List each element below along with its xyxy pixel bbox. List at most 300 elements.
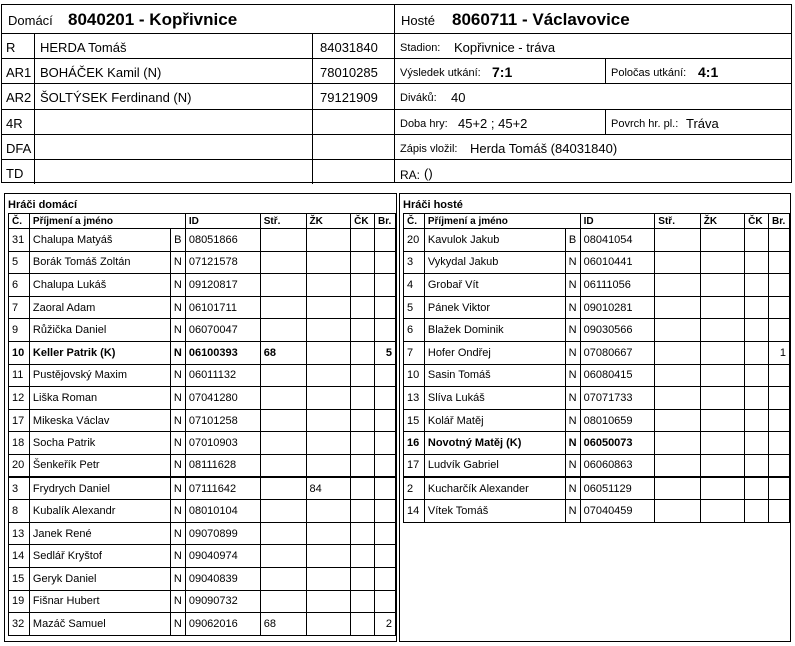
col-red-header: ČK [351, 214, 375, 229]
player-number: 32 [9, 613, 30, 636]
spectators-label: Diváků: [400, 92, 437, 104]
yellow-card-minute [700, 500, 744, 523]
home-team-row [2, 5, 394, 34]
goals-count [374, 251, 395, 274]
player-id: 08010104 [185, 500, 260, 523]
away-team-name: 8060711 - Václavovice [452, 10, 630, 29]
yellow-card-minute [700, 454, 744, 477]
red-card-minute [351, 387, 375, 410]
goals-count [374, 590, 395, 613]
yellow-card-minute [306, 454, 351, 477]
goals-count [768, 432, 789, 455]
player-type: N [170, 387, 185, 410]
table-row [404, 364, 790, 387]
player-name: Fišnar Hubert [29, 590, 170, 613]
surface-value: Tráva [686, 116, 719, 131]
official-row [2, 59, 394, 84]
red-card-minute [745, 432, 769, 455]
substitution-minute [655, 387, 701, 410]
result-row [395, 59, 791, 84]
player-number: 2 [404, 477, 425, 500]
player-type: N [565, 251, 580, 274]
official-row [2, 135, 394, 160]
player-number: 6 [9, 274, 30, 297]
player-number: 13 [9, 522, 30, 545]
red-card-minute [351, 432, 375, 455]
substitution-minute [655, 454, 701, 477]
table-row [9, 364, 396, 387]
player-id: 06111056 [580, 274, 655, 297]
player-number: 6 [404, 319, 425, 342]
player-type: N [565, 387, 580, 410]
goals-count [374, 229, 395, 252]
table-row [404, 274, 790, 297]
goals-count [768, 477, 789, 500]
goals-count [374, 432, 395, 455]
player-number: 10 [9, 341, 30, 364]
table-row [9, 567, 396, 590]
official-role: DFA [2, 135, 35, 159]
table-row [9, 409, 396, 432]
player-id: 08111628 [185, 454, 260, 477]
player-name: Frydrych Daniel [29, 477, 170, 500]
official-id: 79121909 [320, 90, 378, 105]
red-card-minute [745, 364, 769, 387]
substitution-minute [260, 274, 306, 297]
substitution-minute [655, 341, 701, 364]
goals-count [374, 500, 395, 523]
entered-by-label: Zápis vložil: [400, 143, 458, 155]
substitution-minute [260, 432, 306, 455]
substitution-minute [655, 477, 701, 500]
red-card-minute [351, 477, 375, 500]
yellow-card-minute [306, 229, 351, 252]
goals-count [768, 296, 789, 319]
yellow-card-minute [306, 590, 351, 613]
player-number: 5 [404, 296, 425, 319]
yellow-card-minute [306, 319, 351, 342]
player-type: N [170, 251, 185, 274]
red-card-minute [351, 409, 375, 432]
player-number: 8 [9, 500, 30, 523]
official-name [35, 135, 313, 159]
away-players-table [403, 213, 790, 523]
substitution-minute [260, 545, 306, 568]
player-number: 11 [9, 364, 30, 387]
substitution-minute [260, 387, 306, 410]
yellow-card-minute: 84 [306, 477, 351, 500]
goals-count [768, 387, 789, 410]
yellow-card-minute [306, 251, 351, 274]
player-type: N [170, 454, 185, 477]
yellow-card-minute [700, 229, 744, 252]
player-name: Borák Tomáš Zoltán [29, 251, 170, 274]
player-number: 14 [404, 500, 425, 523]
table-row [9, 545, 396, 568]
table-header-row [404, 214, 790, 229]
yellow-card-minute [700, 296, 744, 319]
substitution-minute: 68 [260, 341, 306, 364]
entered-by-value: Herda Tomáš (84031840) [470, 141, 618, 156]
player-id: 09120817 [185, 274, 260, 297]
red-card-minute [351, 274, 375, 297]
result-value: 7:1 [492, 64, 513, 80]
player-number: 20 [9, 454, 30, 477]
player-type: N [565, 364, 580, 387]
official-name: ŠOLTÝSEK Ferdinand (N) [35, 84, 313, 109]
red-card-minute [351, 364, 375, 387]
spectators-row [395, 84, 791, 110]
halftime-label: Poločas utkání: [611, 67, 687, 79]
duration-value: 45+2 ; 45+2 [458, 116, 528, 131]
player-name: Blažek Dominik [424, 319, 565, 342]
red-card-minute [351, 229, 375, 252]
player-number: 14 [9, 545, 30, 568]
red-card-minute [745, 229, 769, 252]
ra-row [395, 160, 791, 184]
player-id: 08041054 [580, 229, 655, 252]
spectators-value: 40 [451, 90, 466, 105]
goals-count [768, 409, 789, 432]
player-type: N [170, 319, 185, 342]
player-type: N [170, 296, 185, 319]
col-sub-header: Stř. [655, 214, 701, 229]
substitution-minute [260, 590, 306, 613]
table-row [9, 477, 396, 500]
table-header-row [9, 214, 396, 229]
substitution-minute [260, 454, 306, 477]
player-id: 06050073 [580, 432, 655, 455]
yellow-card-minute [700, 432, 744, 455]
col-yellow-header: ŽK [700, 214, 744, 229]
table-row [9, 590, 396, 613]
table-row [9, 500, 396, 523]
red-card-minute [745, 477, 769, 500]
player-type: N [170, 341, 185, 364]
player-name: Mikeska Václav [29, 409, 170, 432]
red-card-minute [351, 319, 375, 342]
substitution-minute [655, 251, 701, 274]
substitution-minute [260, 251, 306, 274]
table-row [9, 229, 396, 252]
table-row [9, 319, 396, 342]
yellow-card-minute [306, 364, 351, 387]
table-row [9, 341, 396, 364]
substitution-minute [260, 409, 306, 432]
player-type: N [565, 296, 580, 319]
table-row [9, 522, 396, 545]
player-name: Kucharčík Alexander [424, 477, 565, 500]
goals-count [374, 319, 395, 342]
table-row [404, 432, 790, 455]
table-row [404, 341, 790, 364]
player-id: 09010281 [580, 296, 655, 319]
goals-count [374, 522, 395, 545]
yellow-card-minute [306, 296, 351, 319]
red-card-minute [351, 613, 375, 636]
player-number: 12 [9, 387, 30, 410]
yellow-card-minute [700, 477, 744, 500]
player-name: Liška Roman [29, 387, 170, 410]
home-players-table [8, 213, 396, 636]
goals-count [374, 545, 395, 568]
home-team-name: 8040201 - Kopřivnice [68, 10, 238, 29]
official-role: AR1 [2, 59, 35, 83]
red-card-minute [351, 454, 375, 477]
player-id: 08051866 [185, 229, 260, 252]
red-card-minute [351, 296, 375, 319]
substitution-minute [655, 319, 701, 342]
player-id: 06010441 [580, 251, 655, 274]
duration-row [395, 110, 791, 135]
red-card-minute [351, 545, 375, 568]
substitution-minute [260, 500, 306, 523]
player-name: Mazáč Samuel [29, 613, 170, 636]
yellow-card-minute [306, 613, 351, 636]
player-number: 5 [9, 251, 30, 274]
player-id: 09062016 [185, 613, 260, 636]
goals-count [768, 364, 789, 387]
player-id: 06070047 [185, 319, 260, 342]
home-players-body [9, 229, 396, 636]
substitution-minute [260, 477, 306, 500]
player-type: N [170, 545, 185, 568]
table-row [9, 432, 396, 455]
player-name: Grobař Vít [424, 274, 565, 297]
substitution-minute [260, 319, 306, 342]
col-yellow-header: ŽK [306, 214, 351, 229]
player-name: Vítek Tomáš [424, 500, 565, 523]
substitution-minute [260, 229, 306, 252]
player-name: Novotný Matěj (K) [424, 432, 565, 455]
table-row [404, 477, 790, 500]
official-name [35, 110, 313, 134]
surface-label: Povrch hr. pl.: [611, 118, 679, 130]
table-row [404, 319, 790, 342]
away-players-panel [399, 193, 791, 642]
player-number: 10 [404, 364, 425, 387]
player-type: N [170, 500, 185, 523]
yellow-card-minute [306, 432, 351, 455]
player-name: Kolář Matěj [424, 409, 565, 432]
table-row [9, 387, 396, 410]
substitution-minute: 68 [260, 613, 306, 636]
player-type: N [565, 409, 580, 432]
yellow-card-minute [700, 319, 744, 342]
player-id: 07041280 [185, 387, 260, 410]
table-row [9, 251, 396, 274]
ra-label: RA: [400, 168, 421, 182]
player-name: Sasin Tomáš [424, 364, 565, 387]
yellow-card-minute [306, 409, 351, 432]
table-row [404, 296, 790, 319]
player-number: 13 [404, 387, 425, 410]
player-id: 07040459 [580, 500, 655, 523]
ra-value: () [424, 166, 433, 181]
player-name: Pustějovský Maxim [29, 364, 170, 387]
table-row [404, 229, 790, 252]
player-number: 17 [404, 454, 425, 477]
substitution-minute [655, 296, 701, 319]
player-number: 3 [9, 477, 30, 500]
player-id: 09040974 [185, 545, 260, 568]
col-id-header: ID [185, 214, 260, 229]
table-row [404, 251, 790, 274]
goals-count [768, 274, 789, 297]
yellow-card-minute [306, 545, 351, 568]
home-label: Domácí [8, 13, 53, 28]
red-card-minute [745, 296, 769, 319]
substitution-minute [655, 409, 701, 432]
player-name: Sedlář Kryštof [29, 545, 170, 568]
home-players-panel [4, 193, 397, 642]
player-type: N [565, 454, 580, 477]
player-number: 3 [404, 251, 425, 274]
col-red-header: ČK [745, 214, 769, 229]
player-type: N [565, 319, 580, 342]
official-name: BOHÁČEK Kamil (N) [35, 59, 313, 83]
official-role: R [2, 34, 35, 58]
red-card-minute [745, 274, 769, 297]
red-card-minute [745, 341, 769, 364]
player-id: 06011132 [185, 364, 260, 387]
player-number: 31 [9, 229, 30, 252]
table-row [404, 387, 790, 410]
red-card-minute [745, 387, 769, 410]
player-id: 09040839 [185, 567, 260, 590]
player-name: Keller Patrik (K) [29, 341, 170, 364]
goals-count: 5 [374, 341, 395, 364]
player-type: N [170, 522, 185, 545]
substitution-minute [260, 522, 306, 545]
col-num-header: Č. [9, 214, 30, 229]
player-number: 15 [9, 567, 30, 590]
player-type: B [565, 229, 580, 252]
yellow-card-minute [700, 251, 744, 274]
player-number: 9 [9, 319, 30, 342]
official-role: 4R [2, 110, 35, 134]
player-name: Kavulok Jakub [424, 229, 565, 252]
official-id: 84031840 [320, 40, 378, 55]
player-type: N [565, 477, 580, 500]
col-goals-header: Br. [374, 214, 395, 229]
divider [605, 59, 606, 83]
player-name: Geryk Daniel [29, 567, 170, 590]
col-sub-header: Stř. [260, 214, 306, 229]
red-card-minute [351, 567, 375, 590]
player-number: 18 [9, 432, 30, 455]
goals-count [374, 364, 395, 387]
away-players-body [404, 229, 790, 523]
goals-count [768, 229, 789, 252]
player-id: 07010903 [185, 432, 260, 455]
yellow-card-minute [306, 500, 351, 523]
goals-count [374, 454, 395, 477]
halftime-value: 4:1 [698, 64, 719, 80]
official-name: HERDA Tomáš [35, 34, 313, 58]
goals-count [374, 274, 395, 297]
player-number: 7 [9, 296, 30, 319]
player-number: 19 [9, 590, 30, 613]
yellow-card-minute [700, 341, 744, 364]
official-row [2, 34, 394, 59]
official-role: AR2 [2, 84, 35, 109]
red-card-minute [745, 409, 769, 432]
goals-count [374, 477, 395, 500]
player-type: N [170, 590, 185, 613]
goals-count [374, 387, 395, 410]
player-name: Pánek Viktor [424, 296, 565, 319]
player-name: Kubalík Alexandr [29, 500, 170, 523]
goals-count [374, 409, 395, 432]
player-name: Vykydal Jakub [424, 251, 565, 274]
player-type: N [170, 409, 185, 432]
goals-count [768, 319, 789, 342]
away-players-title: Hráči hosté [403, 199, 463, 211]
yellow-card-minute [700, 274, 744, 297]
home-players-title: Hráči domácí [8, 199, 78, 211]
yellow-card-minute [306, 522, 351, 545]
goals-count [768, 454, 789, 477]
red-card-minute [745, 500, 769, 523]
official-role: TD [2, 160, 35, 184]
red-card-minute [351, 500, 375, 523]
yellow-card-minute [306, 567, 351, 590]
goals-count: 2 [374, 613, 395, 636]
player-id: 06100393 [185, 341, 260, 364]
red-card-minute [351, 251, 375, 274]
player-name: Janek René [29, 522, 170, 545]
player-type: N [170, 274, 185, 297]
player-type: B [170, 229, 185, 252]
table-row [9, 274, 396, 297]
player-type: N [565, 432, 580, 455]
player-name: Slíva Lukáš [424, 387, 565, 410]
col-goals-header: Br. [768, 214, 789, 229]
red-card-minute [745, 319, 769, 342]
red-card-minute [745, 454, 769, 477]
player-number: 4 [404, 274, 425, 297]
player-type: N [170, 364, 185, 387]
stadium-label: Stadion: [400, 42, 441, 54]
player-id: 06060863 [580, 454, 655, 477]
result-label: Výsledek utkání: [400, 67, 481, 79]
stadium-row [395, 34, 791, 59]
player-number: 16 [404, 432, 425, 455]
goals-count [768, 251, 789, 274]
player-name: Chalupa Lukáš [29, 274, 170, 297]
player-number: 7 [404, 341, 425, 364]
stadium-value: Kopřivnice - tráva [454, 40, 556, 55]
yellow-card-minute [306, 341, 351, 364]
duration-label: Doba hry: [400, 118, 448, 130]
player-id: 09090732 [185, 590, 260, 613]
home-officials-block [2, 5, 395, 182]
substitution-minute [655, 229, 701, 252]
official-row [2, 160, 394, 184]
substitution-minute [655, 364, 701, 387]
table-row [404, 409, 790, 432]
col-id-header: ID [580, 214, 655, 229]
player-type: N [565, 500, 580, 523]
player-id: 07071733 [580, 387, 655, 410]
table-row [9, 296, 396, 319]
substitution-minute [655, 274, 701, 297]
player-id: 07111642 [185, 477, 260, 500]
yellow-card-minute [306, 387, 351, 410]
away-team-row [395, 5, 791, 34]
goals-count [374, 296, 395, 319]
